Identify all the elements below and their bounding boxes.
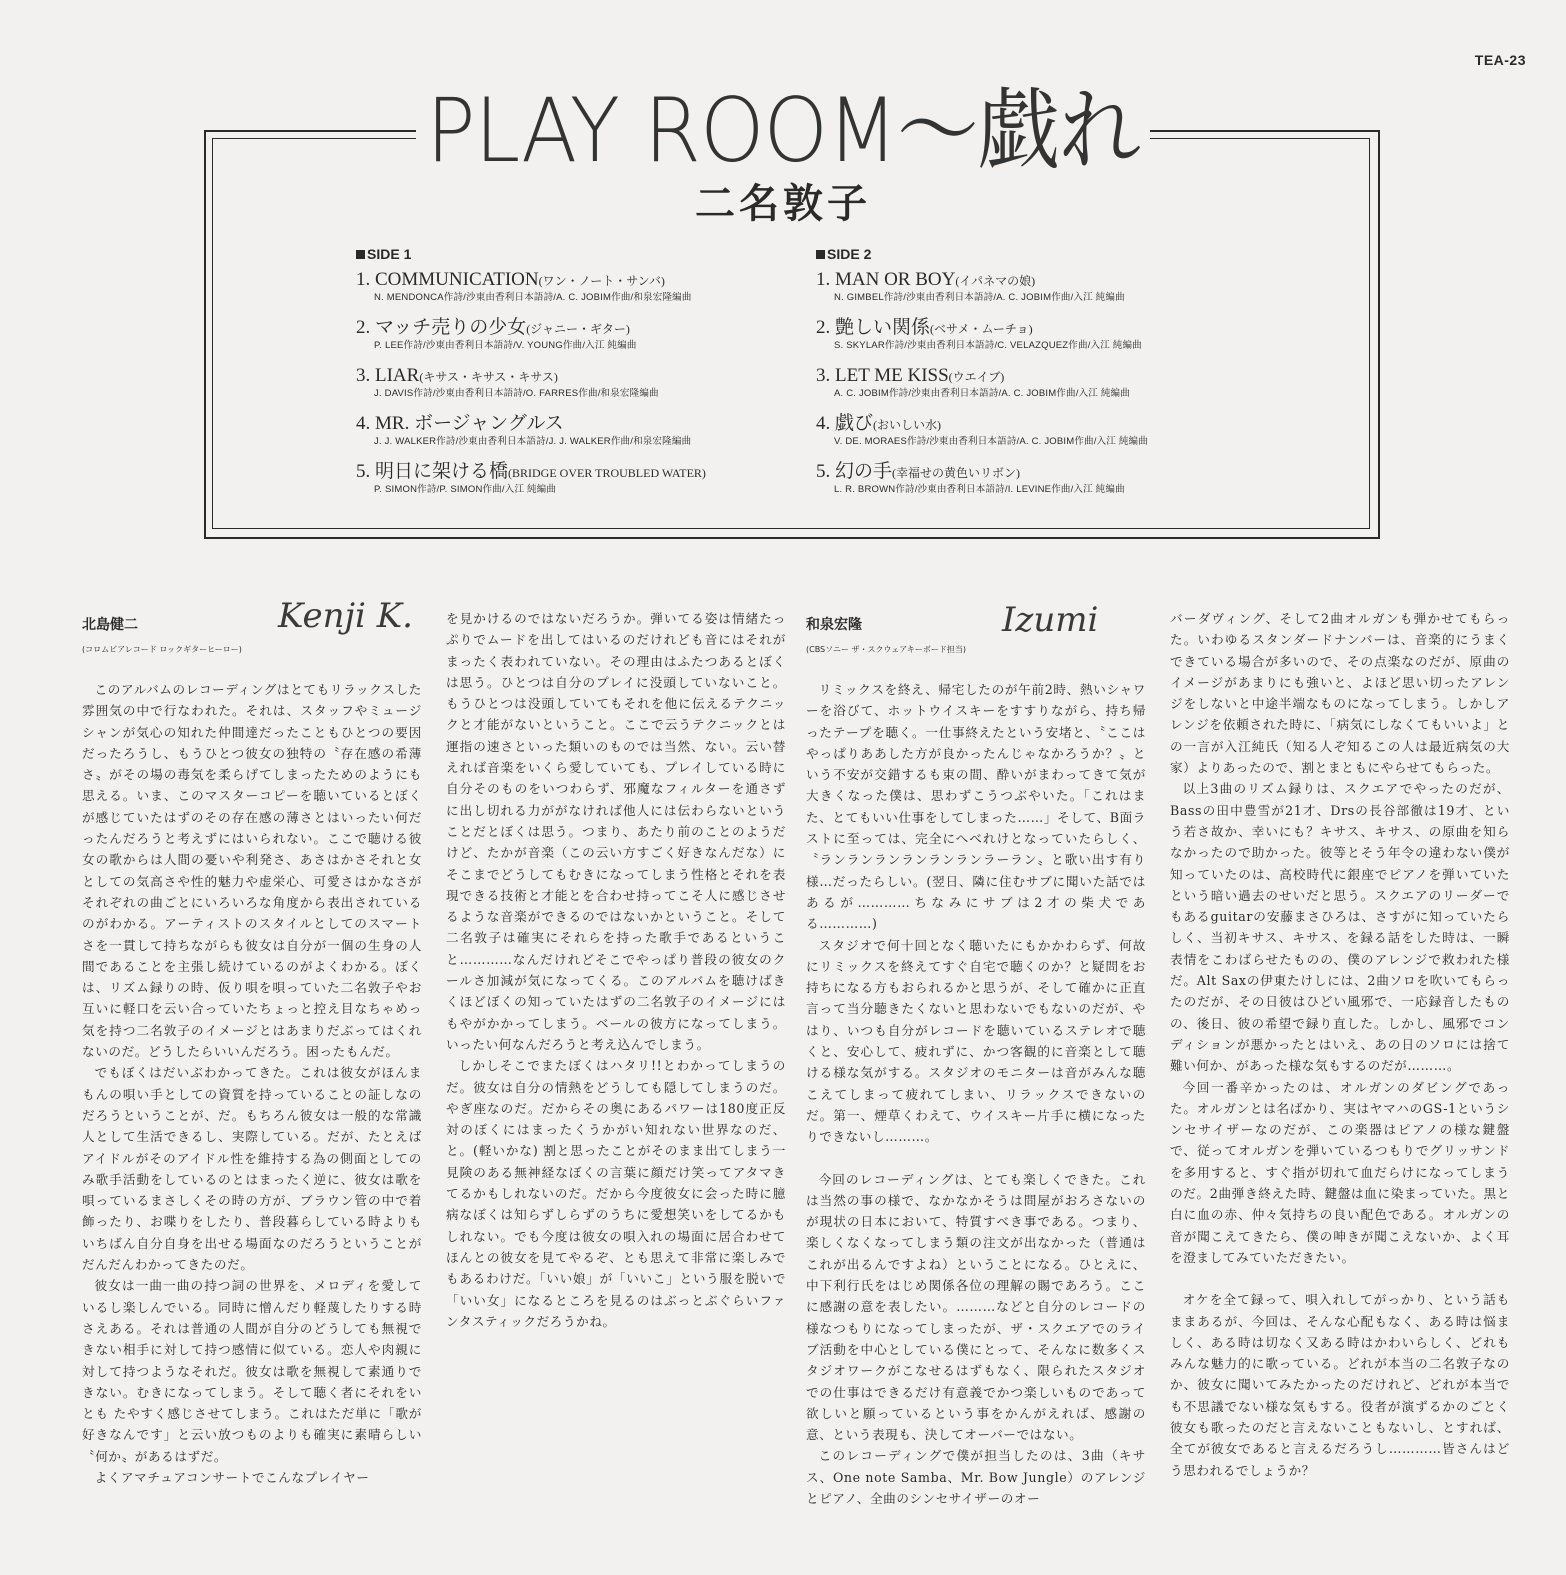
- author-affiliation: (CBSソニー ザ・スクウェアキーボード担当): [806, 645, 966, 654]
- essay-izumi: [806, 600, 1146, 1509]
- essay-body: バーダヴィング、そして2曲オルガンも弾かせてもらった。いわゆるスタンダードナンバーは、音楽的にうまくできている場合が多いので、その点楽なのだが、原曲のイメージがあまりにも強いと、よほど思い切ったアレンジをしないと中途半端なものになってしまう。しかしアレンジを依頼された時に、「病気にしなくてもいいよ」との一言が入江純氏（知る人ぞ知るこの人は最近病気の大家）よりあったので、割とまともにやらせてもらった。 以上3曲のリズム録りは、スクエアでやったのだが、Bassの田中豊雪が21才、Drsの長谷部徹は19才、という若さ故か、幸いにも？キサス、キサス、の原曲を知らなかったので助かった。彼等とそう年令の違わない僕が知っていたのは、高校時代に銀座でピアノを弾いていたという暗い過去のせいだと思う。スクエアのリーダーでもあるguitarの安藤まさひろは、さすがに知っていたらしく、当初キサス、キサス、を録る話をした時は、一瞬表情をこわばらせたものの、僕のアレンジで救われた様だ。Alt Saxの伊東たけしには、2曲ソロを吹いてもらったのだが、その日彼はひどい風邪で、一応録音したものの、後日、彼の希望で録り直した。しかし、風邪でコンディションが悪かったとはいえ、あの日のソロには捨て難い何か、があった様な気もするのだが………。 今回一番辛かったのは、オルガンのダビングであった。オルガンとは名ばかり、実はヤマハのGS-1というシンセサイザーなのだが、この楽器はピアノの様な鍵盤で、従ってオルガンを弾いているつもりでグリッサンドを多用すると、すぐ指が切れて血だらけになってしまうのだ。2曲弾き終えた時、鍵盤は血に染まっていた。黒と白に血の赤、仲々気持ちの良い配色である。オルガンの音が聞こえてきたら、僕の呻きが聞こえないか、よく耳を澄ましてみていただきたい。 オケを全て録って、唄入れしてがっかり、という話もままあるが、今回は、そんな心配もなく、ある時は悩ましく、ある時は切なく又ある時はかわいらしく、どれもみんな魅力的に歌っている。どれが本当の二名敦子なのか、彼女に聞いてみたかったのだけれど、どれが本当でも不思議でない様な気もする。役者が演ずるかのごとく彼女も歌ったのだと言えないこともないし、とすれば、全てが彼女であると言えるだろうし…………皆さんはどう思われるでしょうか？: [1170, 611, 1510, 1478]
- essay-kitajima: [82, 596, 422, 1488]
- author-name: 北島健二: [82, 617, 138, 633]
- catalog-number: TEA-23: [1474, 52, 1526, 68]
- handwritten-signature: Kenji K.: [278, 596, 413, 636]
- album-title: PLAY ROOM〜戯れ: [416, 78, 1150, 186]
- essay-body: このアルバムのレコーディングはとてもリラックスした雰囲気の中で行なわれた。それは、スタッフやミュージシャンが気心の知れた仲間達だったこともひとつの要因だったろうし、もうひとつ彼女の独特の〝存在感の希薄さ〟がその場の毒気を柔らげてしまったためのようにも思える。いま、このマスターコピーを聴いているとぼくが感じていたはずのその存在感の薄さとはいったい何だったんだろうと考えずにはいられない。ここで聴ける彼女の歌からは人間の憂いや利発さ、あさはかさそれと女としての気高さや性的魅力や虚栄心、可愛さはかなさがそれぞれの曲ごとにいろいろな角度から表出されているのがわかる。アーティストのスタイルとしてのスマートさを一貫して持ちながらも彼女は自分が一個の生身の人間であることを主張し続けているのがよくわかる。ぼくは、リズム録りの時、仮り唄を唄っていた二名敦子やお互いに軽口を云い合っていたちょっと控え目なちゃめっ気を持つ二名敦子のイメージとはあまりだぶってはくれないのだ。どうしたらいいんだろう。困ったもんだ。 でもぼくはだいぶわかってきた。これは彼女がほんまもんの唄い手としての資質を持っていることの証しなのだろうということが、だ。もちろん彼女は一般的な常識人として生活できるし、実際している。だが、たとえばアイドルがそのアイドル性を維持する為の側面としてのみ歌手活動をしているのとはまったく逆に、彼女は歌を唄っているまさしくその時の方が、ブラウン管の中で着飾ったり、お喋りをしたり、普段暮らしている時よりもいちばん自分自身を出せる場面なのだろうということがだんだんわかってきたのだ。 彼女は一曲一曲の持つ詞の世界を、メロディを愛しているし楽しんでいる。同時に憎んだり軽蔑したりする時さえある。それは普通の人間が自分のどうしても無視できない相手に対して持つ感情に似ている。恋人や肉親に対して持つようなそれだ。彼女は歌を無視して素通りできない。むきになってしまう。そして聴く者にそれをいとも たやすく感じさせてしまう。これはただ単に「歌が好きなんです」と云い放つものよりも確実に素晴らしい〝何か〟があるはずだ。 よくアマチュアコンサートでこんなプレイヤー: [82, 682, 422, 1485]
- essay-izumi-continued: [1170, 608, 1510, 1481]
- side-2-tracklist: [816, 246, 1148, 509]
- essay-kitajima-continued: [446, 608, 786, 1332]
- side-2-heading: SIDE 2: [816, 246, 1148, 262]
- artist-name: 二名敦子: [695, 181, 871, 227]
- essay-body: を見かけるのではないだろうか。弾いてる姿は情緒たっぷりでムードを出してはいるのだけれども音にはそれがまったく表われていない。その理由はふたつあるとぼくは思う。ひとつは自分のプレイに没頭していないこと。もうひとつは没頭していてもそれを他に伝えるテクニックと才能がないということ。ここで云うテクニックとは運指の速さといった類いのものでは当然、ない。云い替えれば音楽をいくら愛していても、プレイしている時に自分そのものをいつわらず、邪魔なフィルターを通さずに出し切れる力ががなければ他人には伝わらないということだとぼくは思う。つまり、あたり前のことのようだけど、たかが音楽（この云い方すごく好きなんだな）にそこまでどうしてもむきになってしまう性格とそれを表現できる技術と才能とを合わせ持ってこそ人に感じさせるような音楽ができるのではないかということ。そして二名敦子は確実にそれらを持った歌手であるということ…………なんだけれどそこでやっぱり普段の彼女のクールさ加減が気になってくる。このアルバムを聴けばきくほどぼくの知っていたはずの二名敦子のイメージにはもやがかかってしまう。ベールの彼方になってしまう。いったい何なんだろうと考え込んでしまう。 しかしそこでまたぼくはハタリ!!とわかってしまうのだ。彼女は自分の情熱をどうしても隠してしまうのだ。やぎ座なのだ。だからその奥にあるパワーは180度正反対のぼくにはまったくうかがい知れない世界なのだ、と。(軽いかな) 割と思ったことがそのまま出てしまう一見険のある無神経なぼくの言葉に顔だけ笑ってアタマきてるかもしれないのだ。だから今度彼女に会った時に臆病なぼくは知らずしらずのうちに愛想笑いをしてるかもしれない。でも今度は彼女の唄入れの場面に居合わせてほんとの彼女を見てやるぞ、とも思えて非常に楽しみでもあるわけだ。「いい娘」が「いいこ」という服を脱いで「いい女」になるところを見るのはぶっとぶぐらいファンタスティックだろうかね。: [446, 611, 786, 1329]
- track-item: 1. MAN OR BOY(イパネマの娘) N. GIMBEL作詩/沙東由香利日本語詩/A. C. JOBIM作曲/入江 純編曲: [816, 269, 1125, 303]
- author-name: 和泉宏隆: [806, 617, 862, 633]
- track-item: 4. 戯び(おいしい水) V. DE. MORAES作詩/沙東由香利日本語詩/A. C. JOBIM作曲/入江 純編曲: [816, 413, 1148, 447]
- side-1-tracklist: [356, 246, 706, 509]
- track-item: 3. LET ME KISS(ウエイブ) A. C. JOBIM作詩/沙東由香利日本語詩/A. C. JOBIM作曲/入江 純編曲: [816, 365, 1130, 399]
- track-item: 3. LIAR(キサス・キサス・キサス) J. DAVIS作詩/沙東由香利日本語詩/O. FARRES作曲/和泉宏隆編曲: [356, 365, 659, 399]
- essay-body: リミックスを終え、帰宅したのが午前2時、熱いシャワーを浴びて、ホットウイスキーをすすりながら、持ち帰ったテープを聴く。一仕事終えたという安堵と、〝ここはやっぱりああした方が良かったんじゃなかろうか？〟という不安が交錯するも束の間、酔いがまわってきて気が大きくなった僕は、思わずこうつぶやいた。「これはまた、とてもいい仕事をしてしまった……」そして、B面ラストに至っては、完全にへべれけとなっていたらしく、〝ランランランランランランラーラン〟と歌い出す有り様…だったらしい。(翌日、隣に住むサブに聞いた話ではあるが…………ちなみにサブは2才の柴犬である…………) スタジオで何十回となく聴いたにもかかわらず、何故にリミックスを終えてすぐ自宅で聴くのか？と疑問をお持ちになる方もおられるかと思うが、そして確かに正直言って当分聴きたくないと思わないでもないのだが、やはり、いつも自分がレコードを聴いているステレオで聴くと、安心して、疲れずに、かつ客観的に音楽として聴ける様な気がする。スタジオのモニターは音がみんな聴こえてしまって疲れてしまい、リラックスできないのだ。第一、煙草くわえて、ウイスキー片手に横になったりできないし………。 今回のレコーディングは、とても楽しくできた。これは当然の事の様で、なかなかそうは問屋がおろさないのが現状の日本において、特質すべき事である。つまり、楽しくなくなってしまう類の注文が出なかった（普通はこれが出るんですよね）ということになる。ひとえに、中下利行氏をはじめ関係各位の理解の賜であろう。ここに感謝の意を表したい。………などと自分のレコードの様なつもりになってしまったが、ザ・スクエアでのライブ活動を中心としている僕にとって、そんなに数多くスタジオワークがこなせるはずもなく、限られたスタジオでの仕事はできるだけ有意義でかつ楽しいものであって欲しいと願っているという事をかんがえれば、感謝の意、という表現も、決してオーバーではない。 このレコーディングで僕が担当したのは、3曲（キサス、One note Samba、Mr. Bow Jungle）のアレンジとピアノ、全曲のシンセサイザーのオー: [806, 682, 1146, 1506]
- track-item: 5. 明日に架ける橋(BRIDGE OVER TROUBLED WATER) P. SIMON作詩/P. SIMON作曲/入江 純編曲: [356, 461, 706, 495]
- author-affiliation: (コロムビアレコード ロックギターヒーロー): [82, 645, 242, 654]
- side-1-heading: SIDE 1: [356, 246, 706, 262]
- track-item: 1. COMMUNICATION(ワン・ノート・サンバ) N. MENDONCA作詩/沙東由香利日本語詩/A. C. JOBIM作曲/和泉宏隆編曲: [356, 269, 692, 303]
- handwritten-signature: Izumi: [1002, 600, 1099, 640]
- track-item: 5. 幻の手(幸福せの黄色いリボン) L. R. BROWN作詩/沙東由香利日本語詩/I. LEVINE作曲/入江 純編曲: [816, 461, 1125, 495]
- track-item: 2. 艶しい関係(ベサメ・ムーチョ) S. SKYLAR作詩/沙東由香利日本語詩/C. VELAZQUEZ作曲/入江 純編曲: [816, 317, 1142, 351]
- track-item: 2. マッチ売りの少女(ジャニー・ギター) P. LEE作詩/沙東由香利日本語詩/V. YOUNG作曲/入江 純編曲: [356, 317, 637, 351]
- track-item: 4. MR. ボージャングルス J. J. WALKER作詩/沙東由香利日本語詩/J. J. WALKER作曲/和泉宏隆編曲: [356, 413, 692, 447]
